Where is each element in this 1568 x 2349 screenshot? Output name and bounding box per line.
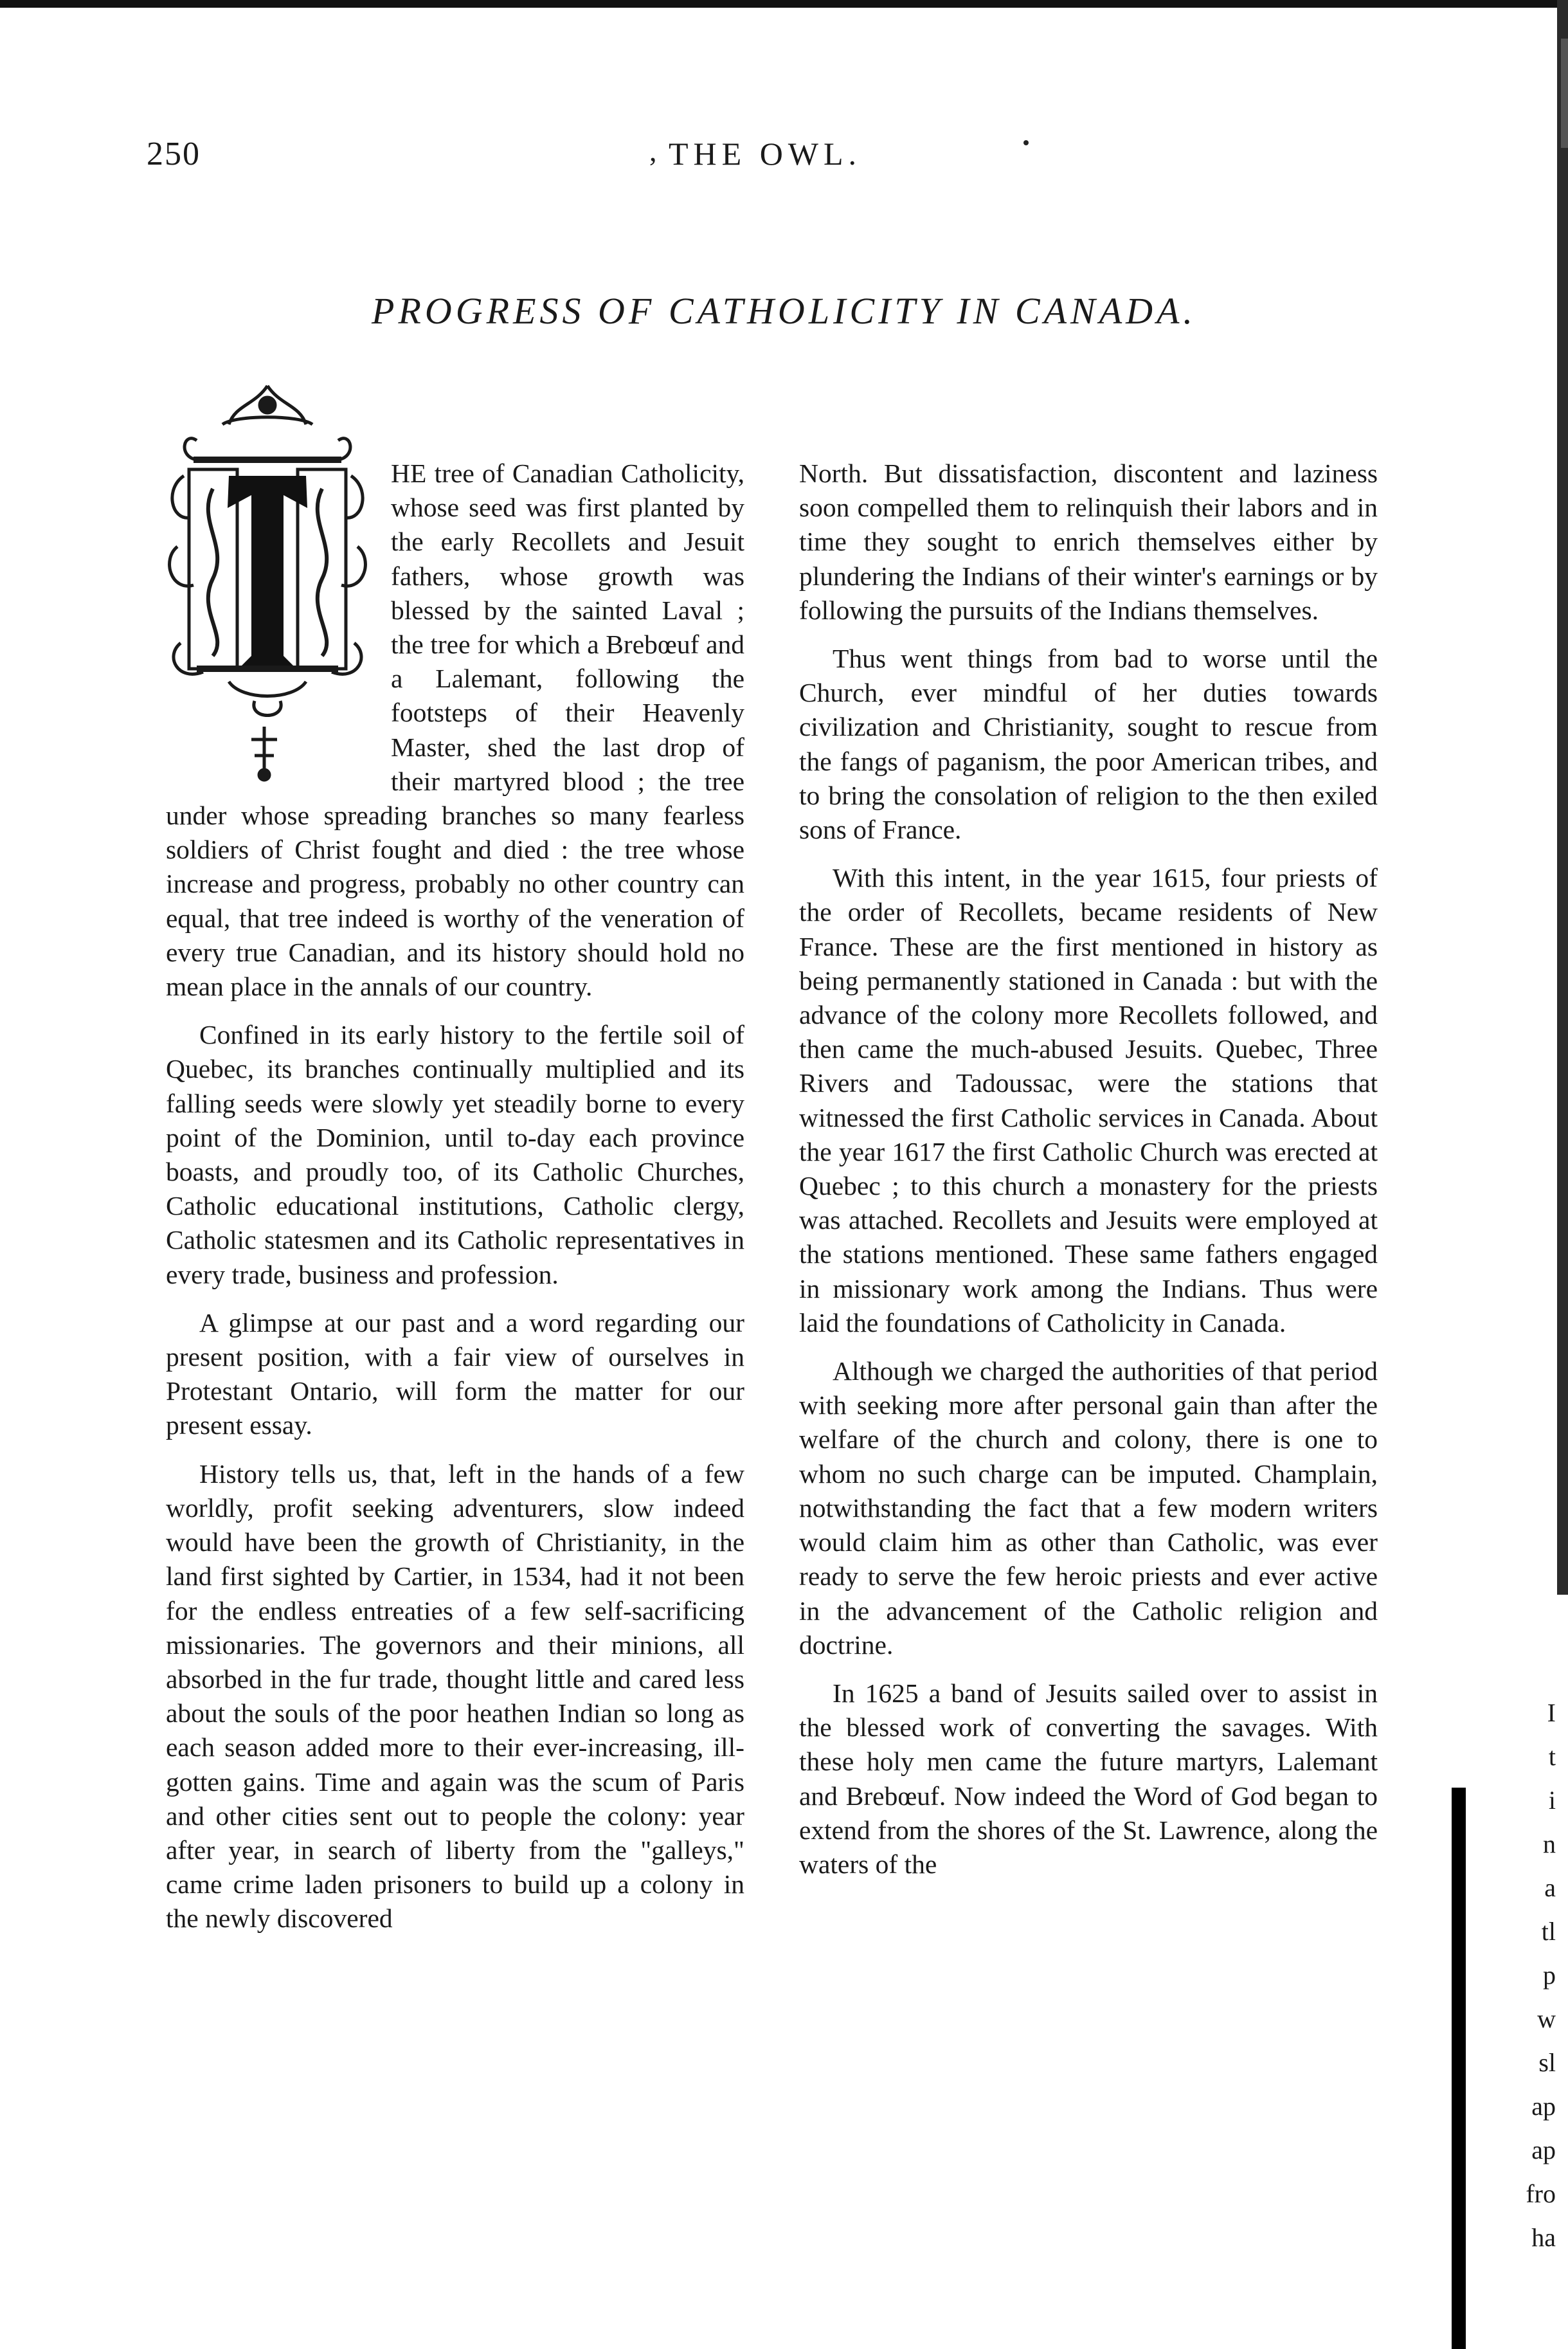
paragraph: With this intent, in the year 1615, four priests of the order of Recollets, became residents of New France. These are the first mentioned in history as being permanently stationed in Canada : but with the advance of the colony more Recollets followed, and then came the much-abused Jesuits. Quebec, Three Rivers and Tadoussac, were the stations that witnessed the first Catholic services in Canada. About the year 1617 the first Catholic Church was erected at Quebec ; to this church a monastery for the priests was attached. Recollets and Jesuits were employed at the stations mentioned. These same fathers engaged in missionary work among the Indians. Thus were laid the foundations of Catholicity in Canada. [799, 863, 1378, 1338]
print-speck [1023, 140, 1029, 145]
paragraph: In 1625 a band of Jesuits sailed over to assist in the blessed work of converting the savages. With these holy men came the future martyrs, Lalemant and Brebœuf. Now indeed the Word of God began to extend from the shores of the St. Lawrence, along the waters of the [799, 1678, 1378, 1879]
paragraph: North. But dissatisfaction, discontent and laziness soon compelled them to relinquish their labors and in time they sought to enrich themselves either by plundering the Indians of their winter's earnings or by following the pursuits of the Indians themselves. [799, 458, 1378, 625]
margin-fragment: w [1537, 2004, 1556, 2033]
margin-fragment: fro [1526, 2179, 1556, 2208]
paragraph: A glimpse at our past and a word regarding our present position, with a fair view of ourselves in Protestant Ontario, will form the matter for our present essay. [166, 1307, 744, 1440]
paragraph: Confined in its early history to the fertile soil of Quebec, its branches continually multiplied and its falling seeds were slowly yet steadily borne to every point of the Dominion, until to-day each province boasts, and proudly too, of its Catholic Churches, Catholic educational institutions, Catholic clergy, Catholic statesmen and its Catholic representatives in every trade, business and profession. [166, 1020, 744, 1289]
stray-comma: , [649, 134, 657, 167]
top-edge-rule [0, 0, 1568, 8]
margin-fragment: n [1543, 1829, 1556, 1858]
margin-fragment: t [1548, 1742, 1556, 1771]
page-number: 250 [147, 136, 201, 172]
right-column [799, 457, 1378, 1896]
ornamental-dropcap [158, 379, 377, 785]
margin-fragment: ap [1531, 2092, 1556, 2121]
margin-fragment: I [1547, 1698, 1556, 1727]
facing-page-edge [1557, 0, 1568, 1595]
margin-fragment: ha [1531, 2223, 1556, 2252]
running-head-title: THE OWL. [669, 136, 862, 172]
dropcap-ornament-icon [158, 379, 377, 785]
paragraph: Thus went things from bad to worse until the Church, ever mindful of her duties towards civilization and Christianity, sought to rescue from the fangs of paganism, the poor American tribes, and to bring the consolation of religion to the then exiled sons of France. [799, 644, 1378, 845]
margin-fragment: ap [1531, 2136, 1556, 2164]
facing-page-edge-shade [1561, 39, 1568, 148]
binding-shadow-bar [1452, 1788, 1466, 2349]
left-column [166, 457, 744, 1950]
article-title: PROGRESS OF CATHOLICITY IN CANADA. [372, 290, 1196, 332]
paragraph: History tells us, that, left in the hands of a few worldly, profit seeking adventurers, slow indeed would have been the growth of Christianity, in the land first sighted by Cartier, in 1534, had it not been for the endless entreaties of a few self-sacrificing missionaries. The governors and their minions, all absorbed in the fur trade, thought little and cared less about the souls of the poor heathen Indian so long as each season added more to their ever-increasing, ill-gotten gains. Time and again was the scum of Paris and other cities sent out to people the colony: year after year, in search of liberty from the "galleys," came crime laden prisoners to build up a colony in the newly discovered [166, 1458, 744, 1934]
paragraph: Although we charged the authorities of that period with seeking more after personal gain than after the welfare of the church and colony, there is one to whom no such charge can be imputed. Champlain, notwithstanding the fact that a few modern writers would claim him as other than Catholic, was ever ready to serve the few heroic priests and ever active in the advancement of the Catholic religion and doctrine. [799, 1356, 1378, 1660]
margin-fragment: p [1543, 1961, 1556, 1990]
paragraph: HE tree of Canadian Catholicity, whose seed was first planted by the early Recollets and Jesuit fathers, whose growth was blessed by the sainted Laval ; the tree for which a Brebœuf and a Lalemant, following the footsteps of their Heavenly Master, shed the last drop of their martyred blood ; the tree under whose spreading branches so many fearless soldiers of Christ fought and died : the tree whose increase and progress, probably no other country can equal, that tree indeed is worthy of the veneration of every true Canadian, and its history should hold no mean place in the annals of our country. [166, 458, 744, 1002]
margin-fragment: i [1548, 1786, 1556, 1815]
facing-page-fragments [1511, 1691, 1556, 2260]
margin-fragment: a [1544, 1873, 1556, 1902]
margin-fragment: tl [1541, 1917, 1556, 1946]
margin-fragment: sl [1538, 2048, 1556, 2077]
